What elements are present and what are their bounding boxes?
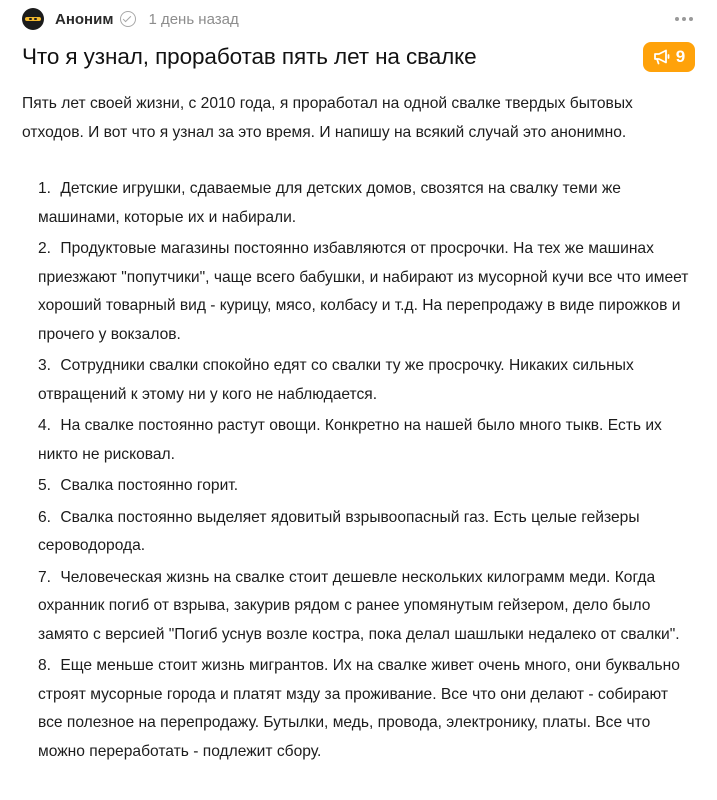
masked-anonymous-avatar-icon [25, 17, 41, 21]
megaphone-badge[interactable] [643, 42, 695, 72]
list-item-number: 4. [38, 417, 52, 434]
post-timestamp: 1 день назад [148, 10, 239, 28]
more-dot [689, 17, 693, 21]
more-dot [682, 17, 686, 21]
check-circle-icon [120, 11, 136, 27]
list-item-number: 2. [38, 240, 52, 257]
list-item-text: Продуктовые магазины постоянно избавляются от просрочки. На тех же машинах приезжают "попутчики", чаще всего бабушки, и набирают из мусорной кучи все что имеет хороший товарный вид - курицу, мясо, колбасу и т.д. На перепродажу в виде пирожков и прочего у вокзалов. [38, 240, 689, 343]
list-item-number: 8. [38, 657, 52, 674]
list-item [22, 352, 695, 409]
list-item-text: Сотрудники свалки спокойно едят со свалки ту же просрочку. Никаких сильных отвращений к этому ни у кого не наблюдается. [38, 357, 634, 403]
list-item-number: 5. [38, 477, 52, 494]
list-item-number: 6. [38, 508, 52, 526]
badge-count: 9 [675, 47, 686, 66]
title-row [22, 42, 695, 72]
list-item [22, 235, 695, 349]
list-item [22, 175, 695, 232]
megaphone-icon [653, 49, 671, 65]
post-intro: Пять лет своей жизни, с 2010 года, я проработал на одной свалке твердых бытовых отходов. И вот что я узнал за это время. И напишу на всякий случай это анонимно. [22, 95, 633, 141]
list-item-text: Еще меньше стоит жизнь мигрантов. Их на свалке живет очень много, они буквально строят мусорные города и платят мзду за проживание. Все что они делают - собирают все полезное на перепродажу. Бутылки, медь, провода, электронику, платы. Все что можно переработать - подлежит сбору. [38, 657, 680, 760]
list-item [22, 472, 695, 501]
post-title[interactable]: Что я узнал, проработав пять лет на свалке [22, 44, 477, 69]
post-header [22, 8, 695, 30]
avatar[interactable] [22, 8, 44, 30]
more-dot [675, 17, 679, 21]
list-item [22, 564, 695, 650]
list-item-number: 7. [38, 568, 52, 586]
list-item [22, 652, 695, 766]
list-item-text: Детские игрушки, сдаваемые для детских домов, свозятся на свалку теми же машинами, которые их и набирали. [38, 180, 621, 226]
avatar-eye-left [29, 18, 32, 20]
list-item-text: Свалка постоянно горит. [60, 477, 239, 494]
more-horizontal-icon[interactable] [673, 13, 695, 25]
list-item [22, 504, 695, 561]
list-item-text: Свалка постоянно выделяет ядовитый взрывоопасный газ. Есть целые гейзеры сероводорода. [38, 508, 640, 554]
avatar-eye-right [34, 18, 37, 20]
list-item [22, 412, 695, 469]
author-name[interactable]: Аноним [55, 10, 114, 28]
list-item-number: 3. [38, 357, 52, 374]
list-item-text: Человеческая жизнь на свалке стоит дешевле нескольких килограмм меди. Когда охранник погиб от взрыва, закурив рядом с ранее упомянутым гейзером, дело было замято с версией "Погиб уснув возле костра, пока делал шашлыки недалеко от свалки". [38, 568, 680, 643]
list-item-number: 1. [38, 180, 52, 197]
numbered-list [22, 175, 695, 766]
list-item-text: На свалке постоянно растут овощи. Конкретно на нашей было много тыкв. Есть их никто не рисковал. [38, 417, 662, 463]
post-body [22, 90, 695, 769]
